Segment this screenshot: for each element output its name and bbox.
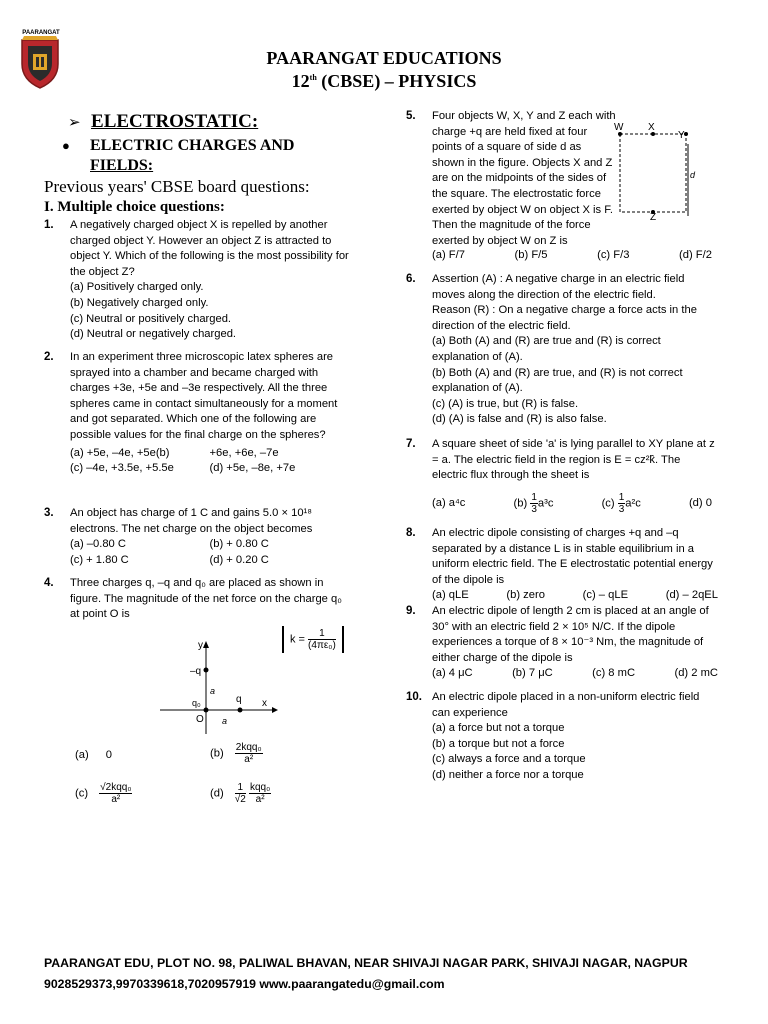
z-label: Z xyxy=(650,212,657,220)
class-subject-title: 12th (CBSE) – PHYSICS xyxy=(291,71,477,91)
x-label: x xyxy=(262,698,267,709)
option-b: (b) Negatively charged only. xyxy=(70,296,209,309)
option-label: (a) xyxy=(75,749,89,761)
option-d: (d) neither a force nor a torque xyxy=(432,768,584,781)
fraction-numerator: √2kqq₀ xyxy=(100,782,132,793)
question-text: In an experiment three microscopic latex spheres are sprayed into a chamber and became charged with charges +3e, +5e and –3e respectively. All the three spheres came in contact simultaneously for a moment and got separated. Which one of the following are possible values for the final charge on the spheres? xyxy=(70,351,338,441)
question-number: 3. xyxy=(44,507,54,519)
option-value: 0 xyxy=(105,749,113,761)
q5-options xyxy=(432,248,712,264)
option-d: (d) F/2 xyxy=(679,249,712,261)
q7-options xyxy=(432,492,712,515)
option-a: (a) Both (A) and (R) are true and (R) is correct explanation of (A). xyxy=(432,335,661,363)
q0-label: q₀ xyxy=(192,698,201,708)
fraction-denominator: √2 xyxy=(234,794,246,805)
q4-option-c xyxy=(75,782,132,805)
origin-label: O xyxy=(196,714,204,725)
y-label: Y xyxy=(678,130,685,141)
q5-square-figure xyxy=(612,120,696,220)
charge-minus-q-dot xyxy=(204,668,209,673)
option-d: (d) + 0.20 C xyxy=(209,553,269,566)
option-rest: a³c xyxy=(537,497,554,510)
assertion-text: Assertion (A) : A negative charge in an electric field moves along the direction of the electric field. xyxy=(432,273,685,301)
question-10 xyxy=(406,690,718,784)
k-label: k = xyxy=(290,633,305,646)
q4-charge-figure xyxy=(150,636,280,736)
option-label: (c) xyxy=(75,787,89,800)
question-number: 8. xyxy=(406,527,416,539)
fraction-numerator: 1 xyxy=(531,492,537,503)
question-7 xyxy=(406,437,718,484)
option-c: (c) Neutral or positively charged. xyxy=(70,312,232,325)
subtopic-line2: FIELDS: xyxy=(90,157,154,174)
option-b: +6e, +6e, –7e xyxy=(209,446,279,459)
q4-option-b xyxy=(210,742,263,765)
question-text: Four objects W, X, Y and Z each with charge +q are held fixed at four points of a square of side d as shown in the figure. Objects X and Z are on the midpoints of the sides of the square. The electrostatic force exerted by object W on object X is F. Then the magnitude of the force exerted by object W on Z is xyxy=(432,110,616,247)
fraction-numerator: kqq₀ xyxy=(249,782,271,793)
option-d: (d) – 2qEL xyxy=(665,589,718,602)
fraction-denominator: a² xyxy=(244,754,254,765)
option-a: (a) 4 μC xyxy=(432,667,473,680)
option-label: (d) xyxy=(210,787,224,800)
option-a: (a) qLE xyxy=(432,589,469,602)
square-outline xyxy=(620,134,686,212)
w-label: W xyxy=(614,122,624,133)
d-label: d xyxy=(690,170,696,180)
q4-option-d xyxy=(210,782,271,805)
reason-text: Reason (R) : On a negative charge a force acts in the direction of the electric field. xyxy=(432,304,697,332)
topic-heading xyxy=(68,111,258,133)
question-2 xyxy=(44,350,349,477)
option-c: (c) + 1.80 C xyxy=(70,553,129,566)
organization-title: PAARANGAT EDUCATIONS xyxy=(266,48,502,68)
question-text: A square sheet of side 'a' is lying parallel to XY plane at z = a. The electric field in the region is E = cz²k̂. The electric flux through the sheet is xyxy=(432,438,715,482)
option-a: (a) –0.80 C xyxy=(70,538,126,551)
x-label: X xyxy=(648,122,655,133)
question-number: 5. xyxy=(406,110,416,122)
k-numerator: 1 xyxy=(308,628,336,640)
question-5 xyxy=(406,109,616,249)
minus-q-label: –q xyxy=(190,666,202,677)
charge-q-dot xyxy=(238,708,243,713)
option-b: (b) a torque but not a force xyxy=(432,737,565,750)
charge-q0-dot xyxy=(204,708,209,713)
question-9 xyxy=(406,604,718,682)
question-text: Three charges q, –q and q₀ are placed as shown in figure. The magnitude of the net force on the charge q₀ at point O is xyxy=(70,577,342,621)
option-d: (d) 2 mC xyxy=(674,667,718,680)
question-number: 2. xyxy=(44,351,54,363)
distance-a-vertical: a xyxy=(210,686,216,696)
question-8 xyxy=(406,526,718,604)
option-c: (c) F/3 xyxy=(597,249,630,261)
fraction-numerator: 1 xyxy=(235,782,246,794)
question-text: A negatively charged object X is repelled by another charged object Y. However an object Z is attracted to object Y. Which of the following is the most possibility for the object Z? xyxy=(70,219,349,278)
option-c: (c) always a force and a torque xyxy=(432,753,586,766)
fraction-denominator: a² xyxy=(111,794,121,805)
fraction-denominator: a² xyxy=(255,794,265,805)
y-label: y xyxy=(198,640,203,651)
footer-contact: 9028529373,9970339618,7020957919 www.paarangatedu@gmail.com xyxy=(44,977,445,991)
option-c: (c) – qLE xyxy=(582,589,629,602)
question-4 xyxy=(44,576,349,623)
question-text: An electric dipole placed in a non-uniform electric field can experience xyxy=(432,691,700,719)
section-heading: I. Multiple choice questions: xyxy=(44,199,225,215)
question-text: An electric dipole consisting of charges +q and –q separated by a distance L is in stable equilibrium in a uniform electric field. The E electrostatic potential energy of the dipole is xyxy=(432,527,713,586)
option-a: (a) F/7 xyxy=(432,249,465,261)
k-denominator: (4πε₀) xyxy=(308,640,336,651)
option-label: (b) xyxy=(513,497,528,510)
intro-text: Previous years' CBSE board questions: xyxy=(44,177,310,196)
q-label: q xyxy=(236,694,242,705)
option-a: (a) +5e, –4e, +5e(b) xyxy=(70,446,170,459)
question-6 xyxy=(406,272,718,428)
question-number: 6. xyxy=(406,273,416,285)
option-b: (b) zero xyxy=(506,589,545,602)
question-number: 10. xyxy=(406,691,422,703)
option-d: (d) +5e, –8e, +7e xyxy=(209,462,296,475)
x-axis-arrow-icon xyxy=(272,707,278,713)
option-b: (b) + 0.80 C xyxy=(209,538,269,551)
option-d: (d) (A) is false and (R) is also false. xyxy=(432,413,607,426)
question-1 xyxy=(44,218,349,343)
option-label: (c) xyxy=(601,497,615,510)
option-c xyxy=(602,492,641,515)
y-axis-arrow-icon xyxy=(203,641,209,648)
question-number: 1. xyxy=(44,219,54,231)
q4-option-a xyxy=(75,748,112,764)
subtopic-line1: ELECTRIC CHARGES AND xyxy=(90,137,295,154)
option-b: (b) Both (A) and (R) are true, and (R) is not correct explanation of (A). xyxy=(432,366,683,395)
subtopic-heading xyxy=(62,136,294,176)
question-3 xyxy=(44,506,349,568)
question-text: An object has charge of 1 C and gains 5.0 × 10¹⁸ electrons. The net charge on the object becomes xyxy=(70,507,313,535)
option-c: (c) 8 mC xyxy=(592,667,636,680)
option-a: (a) Positively charged only. xyxy=(70,281,204,294)
dot-bullet-icon: ● xyxy=(62,138,70,153)
option-c: (c) (A) is true, but (R) is false. xyxy=(432,397,579,410)
option-b: (b) F/5 xyxy=(514,249,548,261)
distance-a-horizontal: a xyxy=(222,716,228,726)
option-a: (a) a force but not a torque xyxy=(432,722,565,735)
question-number: 7. xyxy=(406,438,416,450)
option-a: (a) a⁴c xyxy=(432,496,466,509)
topic-text: ELECTROSTATIC: xyxy=(91,111,259,132)
option-d: (d) 0 xyxy=(688,496,712,509)
question-number: 9. xyxy=(406,605,416,617)
logo-wordmark: PAARANGAT xyxy=(22,30,60,36)
fraction-denominator: 3 xyxy=(531,504,537,515)
fraction-numerator: 2kqq₀ xyxy=(235,742,262,753)
fraction-denominator: 3 xyxy=(618,504,625,515)
option-c: (c) –4e, +3.5e, +5.5e xyxy=(70,462,174,475)
question-text: An electric dipole of length 2 cm is placed at an angle of 30° with an electric field 2 × 10⁵ N/C. If the dipole experiences a torque of 8 × 10⁻³ Nm, the magnitude of either charge of the dipole is xyxy=(432,605,709,664)
option-d: (d) Neutral or negatively charged. xyxy=(70,328,237,341)
coulomb-constant-box xyxy=(282,626,344,653)
option-b xyxy=(514,492,554,515)
arrow-bullet-icon: ➢ xyxy=(68,114,81,131)
footer-address: PAARANGAT EDU, PLOT NO. 98, PALIWAL BHAVAN, NEAR SHIVAJI NAGAR PARK, SHIVAJI NAGAR, NAGPUR xyxy=(44,956,688,970)
option-b: (b) 7 μC xyxy=(512,667,553,680)
fraction-numerator: 1 xyxy=(618,492,625,503)
option-label: (b) xyxy=(210,747,224,760)
option-rest: a²c xyxy=(625,497,641,510)
question-number: 4. xyxy=(44,577,54,589)
